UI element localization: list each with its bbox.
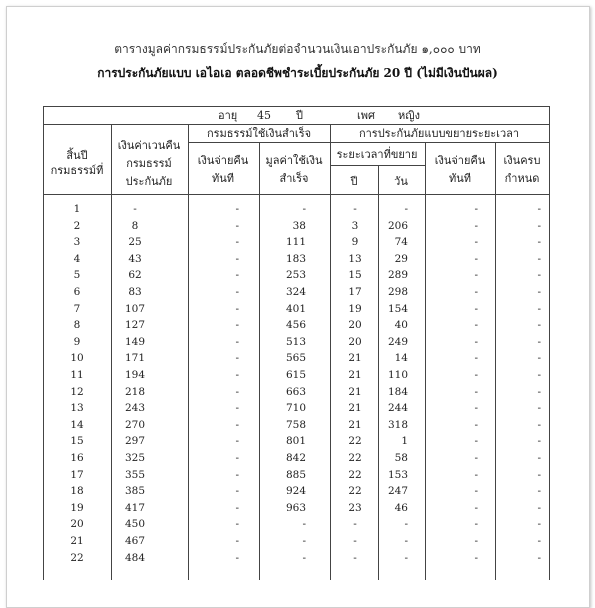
- cell-paid-up-cash: -: [235, 335, 239, 348]
- cell-ext-maturity: -: [537, 319, 541, 332]
- cell-cash-value: 25: [128, 236, 142, 249]
- cell-ext-days: 40: [394, 319, 408, 332]
- cell-ext-maturity: -: [537, 518, 541, 531]
- cell-ext-days: 247: [387, 485, 408, 498]
- cell-ext-days: 244: [387, 402, 408, 415]
- cell-ext-cash: -: [474, 535, 478, 547]
- cell-paid-up-value: 615: [285, 369, 306, 381]
- cell-year: 12: [70, 385, 84, 398]
- cell-year: 6: [73, 286, 81, 298]
- header-extended-period: ระยะเวลาที่ขยาย: [336, 148, 418, 161]
- cell-year: 9: [73, 335, 81, 348]
- cell-ext-maturity: -: [537, 369, 541, 381]
- cell-ext-years: 15: [348, 269, 362, 282]
- cell-ext-maturity: -: [537, 501, 541, 514]
- header-ext-cash-2: ทันที: [448, 172, 472, 185]
- cell-ext-cash: -: [474, 286, 478, 298]
- sex-label: เพศ: [357, 109, 375, 122]
- cell-paid-up-cash: -: [235, 435, 239, 448]
- cell-ext-days: -: [404, 535, 408, 547]
- cell-cash-value: 171: [124, 352, 146, 365]
- cell-year: 5: [73, 269, 81, 282]
- cell-paid-up-value: 963: [285, 501, 306, 514]
- col-divider-2: [188, 124, 189, 580]
- cell-cash-value: 194: [124, 369, 146, 381]
- cell-year: 20: [70, 518, 84, 531]
- cell-paid-up-cash: -: [235, 286, 239, 298]
- cell-paid-up-cash: -: [235, 319, 239, 332]
- cell-paid-up-value: 111: [285, 236, 306, 249]
- cell-ext-days: 298: [387, 286, 408, 298]
- cell-year: 17: [70, 468, 84, 481]
- cell-ext-years: 20: [348, 319, 362, 332]
- cell-ext-days: 14: [394, 352, 408, 365]
- cell-ext-days: 184: [387, 385, 408, 398]
- cell-year: 4: [73, 252, 81, 265]
- cell-ext-maturity: -: [537, 402, 541, 415]
- col-divider-7: [495, 142, 496, 580]
- table-info-divider: [43, 124, 549, 125]
- cell-ext-days: 110: [387, 369, 408, 381]
- cell-ext-years: -: [353, 518, 357, 531]
- col-divider-4: [330, 124, 331, 580]
- cell-year: 16: [70, 452, 84, 464]
- header-paid-up-cash-2: ทันที: [211, 172, 235, 185]
- cell-ext-maturity: -: [537, 418, 541, 431]
- cell-ext-years: 21: [348, 402, 362, 415]
- cell-cash-value: 297: [124, 435, 146, 448]
- cell-cash-value: 417: [124, 501, 146, 514]
- cell-ext-years: 21: [348, 418, 362, 431]
- cell-paid-up-cash: -: [235, 468, 239, 481]
- cell-ext-days: 289: [387, 269, 408, 282]
- cell-ext-cash: -: [474, 319, 478, 332]
- cell-paid-up-value: 456: [285, 319, 306, 332]
- cell-ext-maturity: -: [537, 302, 541, 315]
- cell-ext-days: 46: [394, 501, 408, 514]
- cell-paid-up-cash: -: [235, 252, 239, 265]
- cell-paid-up-value: 401: [285, 302, 306, 315]
- cell-cash-value: 450: [124, 518, 146, 531]
- col-divider-1: [111, 124, 112, 580]
- cell-ext-maturity: -: [537, 452, 541, 464]
- cell-ext-years: -: [353, 551, 357, 564]
- cell-cash-value: 107: [124, 302, 146, 315]
- cell-ext-cash: -: [474, 385, 478, 398]
- cell-paid-up-value: 710: [285, 402, 306, 415]
- cell-year: 2: [73, 219, 81, 232]
- cell-ext-maturity: -: [537, 468, 541, 481]
- cell-ext-cash: -: [474, 352, 478, 365]
- cell-paid-up-value: -: [302, 535, 306, 547]
- cell-ext-days: -: [404, 203, 408, 215]
- cell-paid-up-value: 663: [285, 385, 306, 398]
- cell-year: 19: [70, 501, 84, 514]
- cell-ext-maturity: -: [537, 385, 541, 398]
- cell-paid-up-value: 183: [285, 252, 306, 265]
- cell-paid-up-cash: -: [235, 452, 239, 464]
- header-ext-maturity-2: กำหนด: [504, 172, 540, 185]
- header-paid-up-value-1: มูลค่าใช้เงิน: [265, 154, 323, 167]
- cell-cash-value: 43: [128, 252, 142, 265]
- cell-ext-cash: -: [474, 236, 478, 249]
- cell-paid-up-value: 885: [285, 468, 306, 481]
- cell-ext-cash: -: [474, 369, 478, 381]
- cell-ext-cash: -: [474, 435, 478, 448]
- cell-ext-days: 29: [394, 252, 408, 265]
- table-header-bottom: [43, 194, 549, 195]
- cell-ext-days: 58: [394, 452, 408, 464]
- cell-ext-days: 74: [394, 236, 408, 249]
- cell-paid-up-cash: -: [235, 485, 239, 498]
- cell-year: 15: [70, 435, 84, 448]
- cell-paid-up-value: -: [302, 551, 306, 564]
- sex-value: หญิง: [398, 109, 420, 122]
- cell-paid-up-value: 38: [292, 219, 306, 232]
- header-ext-days: วัน: [394, 175, 408, 188]
- cell-paid-up-cash: -: [235, 501, 239, 514]
- cell-ext-cash: -: [474, 518, 478, 531]
- document-subtitle: การประกันภัยแบบ เอไอเอ ตลอดชีพชำระเบี้ยประกันภัย 20 ปี (ไม่มีเงินปันผล): [97, 66, 498, 80]
- cell-ext-maturity: -: [537, 352, 541, 365]
- cell-paid-up-cash: -: [235, 535, 239, 547]
- cell-ext-years: 22: [348, 452, 362, 464]
- cell-ext-cash: -: [474, 452, 478, 464]
- cell-ext-cash: -: [474, 252, 478, 265]
- cell-year: 14: [70, 418, 84, 431]
- header-cash-value-2: กรมธรรม์: [126, 157, 172, 170]
- cell-ext-years: 21: [348, 385, 362, 398]
- cell-paid-up-cash: -: [235, 219, 239, 232]
- cell-ext-maturity: -: [537, 269, 541, 282]
- cell-ext-cash: -: [474, 269, 478, 282]
- cell-ext-years: -: [353, 203, 357, 215]
- cell-paid-up-value: 758: [285, 418, 306, 431]
- cell-cash-value: 243: [124, 402, 146, 415]
- cell-ext-cash: -: [474, 485, 478, 498]
- cell-paid-up-value: 324: [285, 286, 306, 298]
- cell-cash-value: 325: [124, 452, 146, 464]
- cell-year: 18: [70, 485, 84, 498]
- col-divider-6: [425, 142, 426, 580]
- cell-paid-up-cash: -: [235, 203, 239, 215]
- cell-ext-years: 23: [348, 501, 362, 514]
- header-paid-up-group: กรมธรรม์ใช้เงินสำเร็จ: [206, 127, 312, 140]
- cell-ext-days: -: [404, 518, 408, 531]
- cell-ext-cash: -: [474, 335, 478, 348]
- cell-paid-up-cash: -: [235, 418, 239, 431]
- cell-paid-up-value: 513: [285, 335, 306, 348]
- cell-ext-years: 22: [348, 435, 362, 448]
- cell-cash-value: 385: [124, 485, 146, 498]
- cell-year: 1: [73, 203, 81, 215]
- header-ext-maturity-1: เงินครบ: [503, 154, 541, 167]
- cell-paid-up-cash: -: [235, 236, 239, 249]
- cell-paid-up-cash: -: [235, 551, 239, 564]
- cell-cash-value: 62: [128, 269, 142, 282]
- cell-paid-up-value: -: [302, 203, 306, 215]
- header-year-end-1: สิ้นปี: [66, 149, 88, 162]
- cell-ext-years: 21: [348, 369, 362, 381]
- cell-ext-maturity: -: [537, 252, 541, 265]
- cell-ext-years: 17: [348, 286, 362, 298]
- header-paid-up-value-2: สำเร็จ: [279, 172, 309, 185]
- cell-paid-up-cash: -: [235, 402, 239, 415]
- cell-ext-maturity: -: [537, 286, 541, 298]
- cell-ext-days: 154: [387, 302, 408, 315]
- cell-cash-value: 484: [124, 551, 146, 564]
- header-ext-years: ปี: [350, 175, 358, 188]
- cell-year: 22: [70, 551, 84, 564]
- cell-year: 11: [70, 369, 84, 381]
- cell-ext-cash: -: [474, 402, 478, 415]
- cell-ext-cash: -: [474, 418, 478, 431]
- table-right-border: [549, 106, 550, 580]
- cell-year: 7: [73, 302, 81, 315]
- cell-ext-years: 20: [348, 335, 362, 348]
- cell-ext-cash: -: [474, 468, 478, 481]
- cell-year: 10: [70, 352, 84, 365]
- cell-paid-up-cash: -: [235, 269, 239, 282]
- cell-year: 13: [70, 402, 84, 415]
- cell-ext-years: 22: [348, 468, 362, 481]
- header-year-end-2: กรมธรรม์ที่: [50, 164, 104, 177]
- cell-paid-up-cash: -: [235, 518, 239, 531]
- cell-ext-days: 206: [387, 219, 408, 232]
- cell-year: 21: [70, 535, 84, 547]
- cell-paid-up-value: 253: [285, 269, 306, 282]
- cell-paid-up-value: 565: [285, 352, 306, 365]
- cell-cash-value: 127: [124, 319, 146, 332]
- cell-ext-years: -: [353, 535, 357, 547]
- cell-year: 8: [73, 319, 81, 332]
- header-paid-up-cash-1: เงินจ่ายคืน: [197, 154, 249, 167]
- header-ext-cash-1: เงินจ่ายคืน: [434, 154, 486, 167]
- document-title: ตารางมูลค่ากรมธรรม์ประกันภัยต่อจำนวนเงินเอาประกันภัย ๑,๐๐๐ บาท: [114, 42, 481, 56]
- col-divider-3: [259, 142, 260, 580]
- cell-ext-years: 19: [348, 302, 362, 315]
- age-value: 45: [257, 109, 271, 122]
- cell-paid-up-value: 801: [285, 435, 306, 448]
- cell-paid-up-cash: -: [235, 369, 239, 381]
- cell-cash-value: -: [133, 203, 137, 215]
- cell-cash-value: 83: [128, 286, 142, 298]
- header-cash-value-3: ประกันภัย: [125, 175, 173, 188]
- cell-paid-up-value: 842: [285, 452, 306, 464]
- table-left-border: [43, 106, 44, 580]
- cell-cash-value: 467: [124, 535, 146, 547]
- cell-cash-value: 355: [124, 468, 146, 481]
- cell-ext-cash: -: [474, 551, 478, 564]
- cell-ext-years: 22: [348, 485, 362, 498]
- age-unit: ปี: [296, 109, 303, 122]
- cell-ext-maturity: -: [537, 535, 541, 547]
- cell-ext-years: 21: [348, 352, 362, 365]
- cell-paid-up-cash: -: [235, 385, 239, 398]
- cell-paid-up-cash: -: [235, 352, 239, 365]
- cell-ext-days: 1: [401, 435, 408, 448]
- cell-cash-value: 270: [124, 418, 146, 431]
- cell-ext-days: 318: [387, 418, 408, 431]
- age-label: อายุ: [218, 109, 238, 122]
- cell-ext-cash: -: [474, 501, 478, 514]
- cell-ext-days: 249: [387, 335, 408, 348]
- header-cash-value-1: เงินค่าเวนคืน: [117, 139, 181, 152]
- cell-ext-maturity: -: [537, 219, 541, 232]
- cell-ext-maturity: -: [537, 485, 541, 498]
- cell-paid-up-value: -: [302, 518, 306, 531]
- cell-ext-days: 153: [387, 468, 408, 481]
- cell-ext-years: 9: [351, 236, 359, 249]
- cell-ext-maturity: -: [537, 335, 541, 348]
- cell-cash-value: 149: [124, 335, 146, 348]
- cell-ext-maturity: -: [537, 203, 541, 215]
- cell-ext-cash: -: [474, 203, 478, 215]
- header-extended-group: การประกันภัยแบบขยายระยะเวลา: [358, 127, 520, 140]
- cell-paid-up-cash: -: [235, 302, 239, 315]
- col-divider-5: [378, 165, 379, 580]
- cell-ext-years: 3: [351, 219, 359, 232]
- table-top-border: [43, 106, 549, 107]
- cell-ext-maturity: -: [537, 236, 541, 249]
- cell-cash-value: 218: [124, 385, 146, 398]
- cell-ext-maturity: -: [537, 435, 541, 448]
- cell-paid-up-value: 924: [285, 485, 306, 498]
- cell-ext-cash: -: [474, 302, 478, 315]
- cell-ext-days: -: [404, 551, 408, 564]
- cell-ext-years: 13: [348, 252, 362, 265]
- cell-year: 3: [73, 236, 81, 249]
- cell-ext-cash: -: [474, 219, 478, 232]
- cell-ext-maturity: -: [537, 551, 541, 564]
- cell-cash-value: 8: [131, 219, 139, 232]
